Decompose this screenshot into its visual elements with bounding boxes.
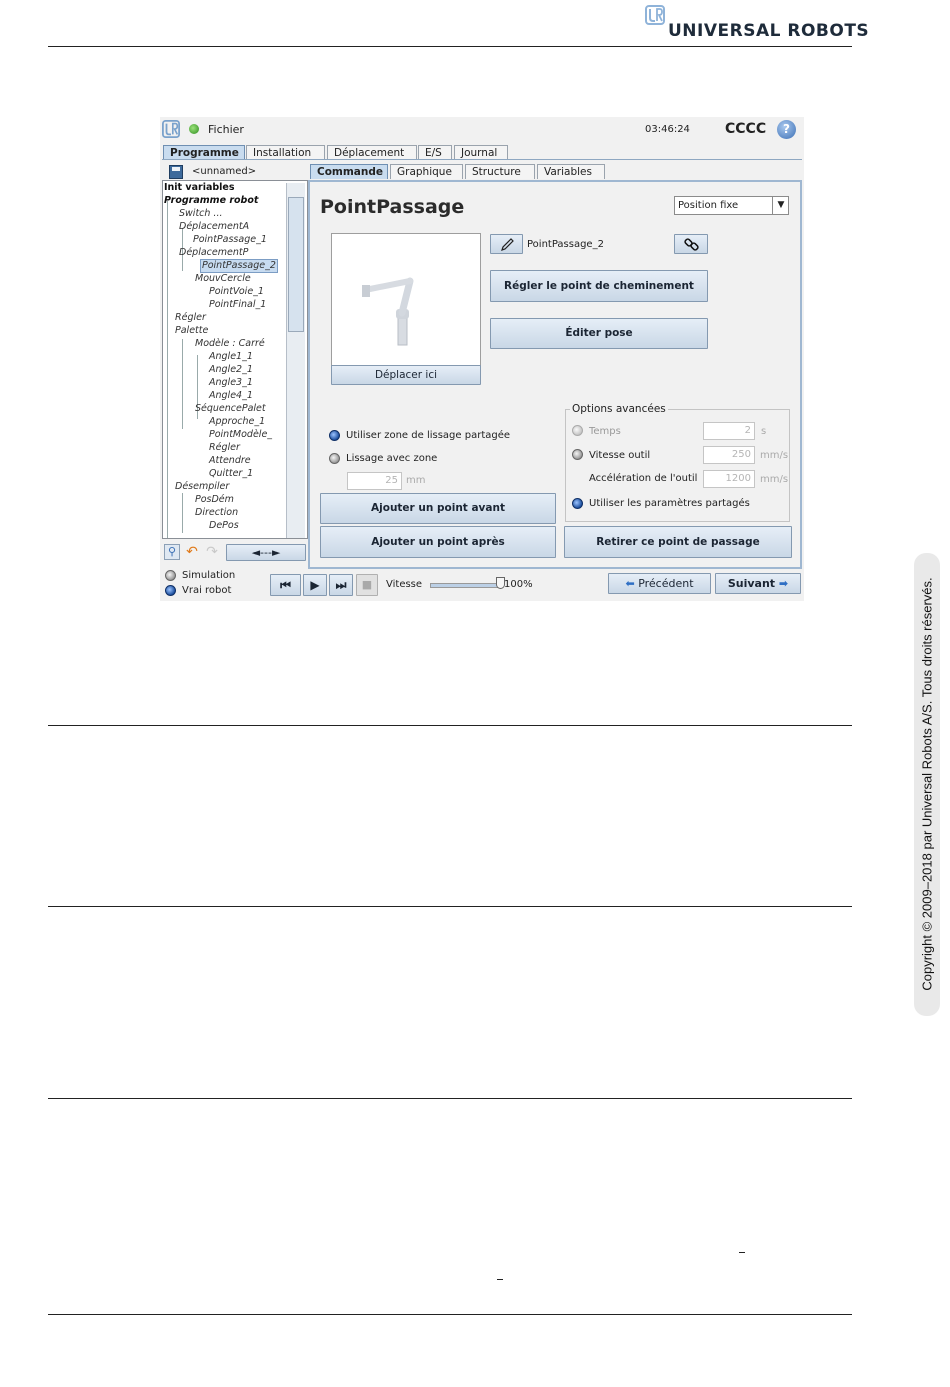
step-forward-icon: ⏭ [335,578,347,592]
speed-slider-fill [431,584,501,587]
tree-item-deplacement-a[interactable]: DéplacementA [179,221,250,232]
shared-params-radio[interactable] [572,498,583,509]
chevron-down-icon: ▼ [772,197,789,214]
blend-zone-radio[interactable] [329,453,340,464]
section-rule-4 [48,1314,852,1315]
underscore-mark [497,1279,503,1280]
tree-item-quitter[interactable]: Quitter_1 [209,468,254,479]
move-here-button[interactable]: Déplacer ici [331,365,481,385]
clock: 03:46:24 [645,124,690,135]
pencil-icon [500,237,515,252]
copyright-notice: Copyright © 2009–2018 par Universal Robots A/S. Tous droits réservés. [919,577,935,991]
simulation-radio[interactable] [165,570,176,581]
tree-item-approche[interactable]: Approche_1 [209,416,266,427]
step-button[interactable] [329,574,353,596]
tree-item-pointfinal-1[interactable]: PointFinal_1 [209,299,267,310]
tool-speed-radio[interactable] [572,449,583,460]
tree-scroll-thumb[interactable] [288,197,304,332]
tree-item-posdem[interactable]: PosDém [195,494,234,505]
section-rule-3 [48,1098,852,1099]
previous-label: Précédent [638,577,694,590]
tree-item-depos[interactable]: DePos [209,520,239,531]
undo-icon[interactable]: ↶ [186,544,198,560]
skip-back-icon: ⏮ [280,578,291,592]
shared-blend-radio[interactable] [329,430,340,441]
rename-button[interactable] [490,234,523,254]
redo-icon[interactable]: ↷ [206,544,218,560]
previous-button[interactable] [608,573,711,594]
tool-speed-label: Vitesse outil [589,450,651,461]
tree-item-switch[interactable]: Switch ... [179,208,223,219]
program-name: <unnamed> [192,166,257,177]
link-icon [684,237,699,252]
tree-item-angle3[interactable]: Angle3_1 [209,377,253,388]
link-button[interactable] [674,234,708,254]
rewind-button[interactable] [270,574,301,596]
tree-move-button[interactable]: ◄---► [226,544,306,561]
position-type-select[interactable] [674,196,789,215]
tab-journal[interactable]: Journal [454,145,508,160]
tree-item-angle4[interactable]: Angle4_1 [209,390,253,401]
remove-waypoint-button[interactable]: Retirer ce point de passage [564,526,792,558]
section-rule-1 [48,725,852,726]
tree-item-deplacement-p[interactable]: DéplacementP [179,247,249,258]
shared-params-label: Utiliser les paramètres partagés [589,498,750,509]
time-input[interactable]: 2 [703,422,755,440]
time-label: Temps [589,426,621,437]
speed-value: 100% [504,579,533,590]
tool-speed-unit: mm/s [760,450,789,461]
tree-item-init-variables[interactable]: Init variables [164,182,235,193]
real-robot-label: Vrai robot [182,585,232,596]
tree-item-pointpassage-1[interactable]: PointPassage_1 [193,234,267,245]
ur-logo-icon [645,5,665,25]
simulation-label: Simulation [182,570,236,581]
blend-zone-label: Lissage avec zone [346,453,438,464]
file-menu[interactable]: Fichier [208,123,244,136]
waypoint-name: PointPassage_2 [527,239,604,250]
tree-item-angle1[interactable]: Angle1_1 [209,351,253,362]
add-after-button[interactable]: Ajouter un point après [320,526,556,558]
tab-graphique[interactable]: Graphique [390,164,463,179]
arrow-right-icon: ➡ [778,577,789,590]
blend-zone-unit: mm [406,475,426,486]
tab-divider [162,159,802,160]
tool-acceleration-label: Accélération de l'outil [589,473,698,484]
command-panel [308,180,802,569]
stop-icon: ■ [361,578,373,591]
section-rule-2 [48,906,852,907]
tree-item-attendre[interactable]: Attendre [209,455,251,466]
header-rule [48,46,852,47]
status-led-icon [189,124,199,134]
tree-item-programme-robot[interactable]: Programme robot [164,195,259,206]
tool-acceleration-input[interactable]: 1200 [703,470,755,488]
tab-structure[interactable]: Structure [465,164,535,179]
tab-commande[interactable]: Commande [310,164,388,179]
program-tree[interactable] [162,180,308,539]
advanced-options-title: Options avancées [572,403,666,415]
tab-programme[interactable]: Programme [163,145,245,160]
tab-deplacement[interactable]: Déplacement [327,145,417,160]
tree-item-regler[interactable]: Régler [175,312,206,323]
save-icon[interactable] [169,165,183,179]
tree-item-pointpassage-2[interactable]: PointPassage_2 [202,260,276,271]
ur-app-icon[interactable] [162,120,180,138]
arrow-left-icon: ⬅ [625,577,635,590]
tree-item-mouvcercle[interactable]: MouvCercle [195,273,251,284]
tree-item-direction[interactable]: Direction [195,507,239,518]
speed-label: Vitesse [386,579,423,590]
tab-es[interactable]: E/S [418,145,452,160]
play-icon: ▶ [310,578,320,592]
tree-item-modele-carre[interactable]: Modèle : Carré [195,338,265,349]
time-radio[interactable] [572,425,583,436]
real-robot-radio[interactable] [165,585,176,596]
tree-item-palette[interactable]: Palette [175,325,209,336]
robot-arm-icon [352,269,422,349]
tab-installation[interactable]: Installation [246,145,325,160]
brand-wordmark: UNIVERSAL ROBOTS [668,21,870,41]
blend-zone-input[interactable]: 25 [347,472,402,490]
help-icon[interactable]: ? [777,120,796,139]
play-button[interactable] [303,574,327,596]
tool-acceleration-unit: mm/s [760,474,789,485]
tool-speed-input[interactable]: 250 [703,446,755,464]
tree-scrollbar[interactable] [286,183,305,538]
shared-blend-label: Utiliser zone de lissage partagée [346,430,511,441]
edit-pose-button[interactable]: Éditer pose [490,318,708,349]
search-icon[interactable]: ⚲ [164,544,180,560]
position-type-value: Position fixe [678,200,739,211]
next-label: Suivant [727,577,776,590]
tree-item-pointmodele[interactable]: PointModèle_ [209,429,273,440]
time-unit: s [761,426,767,437]
robot-name: CCCC [725,121,767,137]
add-before-button[interactable]: Ajouter un point avant [320,493,556,524]
tab-variables[interactable]: Variables [537,164,605,179]
robot-preview [331,233,481,366]
tree-item-pointvoie-1[interactable]: PointVoie_1 [209,286,264,297]
tree-item-angle2[interactable]: Angle2_1 [209,364,253,375]
set-waypoint-button[interactable]: Régler le point de cheminement [490,270,708,302]
stop-button[interactable] [356,574,378,596]
tree-item-sequence-palet[interactable]: SéquencePalet [195,403,266,414]
ui-screenshot [160,117,804,601]
tree-item-regler-2[interactable]: Régler [209,442,240,453]
next-button[interactable] [715,573,801,594]
top-bar [160,117,804,143]
tree-item-desempiler[interactable]: Désempiler [175,481,230,492]
underscore-mark [739,1252,745,1253]
speed-slider-track[interactable] [430,583,502,588]
page-title: PointPassage [320,196,465,218]
